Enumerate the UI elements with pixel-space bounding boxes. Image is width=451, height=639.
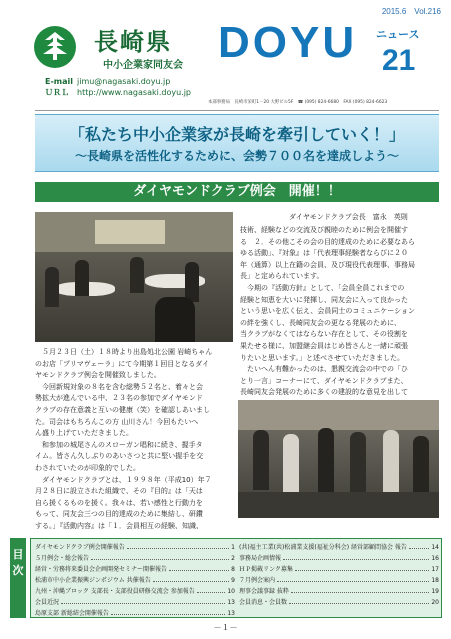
toc-item-title: (共)福主工業(共)松浦業支援(福祉分科会) 経営部顧問協会 報告 — [239, 544, 407, 551]
headline-banner — [35, 114, 439, 172]
toc-item-page: 13 — [227, 610, 235, 617]
news-number: 21 — [382, 44, 416, 77]
article-title: ダイヤモンドクラブ例会 開催！！ — [35, 182, 439, 202]
meeting-photo — [35, 212, 233, 342]
toc-item-title: 会員消息・会員数 — [239, 599, 288, 606]
toc-item-title: ダイヤモンドクラブ例会開催報告 — [35, 544, 125, 551]
toc-item-page: 16 — [431, 555, 439, 562]
toc-item[interactable] — [35, 564, 235, 575]
brand-title: DOYU — [218, 18, 358, 67]
org-name: 長崎県 — [94, 27, 172, 56]
toc-item-page: 20 — [431, 599, 439, 606]
email-link[interactable]: jimu@nagasaki.doyu.jp — [77, 77, 171, 86]
toc-leader-dots — [127, 548, 229, 549]
url-link[interactable]: http://www.nagasaki.doyu.jp — [77, 88, 191, 97]
toc-item[interactable] — [35, 542, 235, 553]
toc-item-title: 島原支部 新総結会開催報告 — [35, 610, 109, 617]
email-label: E-mail — [45, 77, 74, 86]
toc-item[interactable] — [35, 553, 235, 564]
toc-item-page: 10 — [227, 588, 235, 595]
toc-leader-dots — [291, 592, 429, 593]
article-byline: ダイヤモンドクラブ会長 富永 英則 — [289, 213, 408, 221]
toc-item[interactable] — [35, 586, 235, 597]
toc-leader-dots — [289, 603, 429, 604]
toc-item[interactable] — [239, 597, 439, 608]
toc-left-column — [35, 542, 235, 619]
toc-item-title: 松浦市中小企業振興ジンポジウム 共催報告 — [35, 577, 151, 584]
toc-item-page: 14 — [431, 544, 439, 551]
toc-item[interactable] — [239, 564, 439, 575]
toc-leader-dots — [61, 603, 225, 604]
toc-item-page: 17 — [431, 566, 439, 573]
org-subtitle: 中小企業家同友会 — [103, 60, 183, 71]
toc-leader-dots — [277, 581, 429, 582]
banner-subheadline: ～長崎県を活性化するために、会勢７００名を達成しよう～ — [74, 149, 399, 163]
toc-leader-dots — [91, 559, 229, 560]
toc-leader-dots — [197, 592, 226, 593]
page-number: －１－ — [213, 623, 238, 632]
contact-block — [45, 76, 191, 98]
toc-label: 目次 — [10, 538, 26, 618]
toc-item[interactable] — [35, 575, 235, 586]
toc-right-column — [239, 542, 439, 608]
url-row — [45, 87, 191, 98]
toc-item-title: 会員近況 — [35, 599, 60, 606]
article-body-right: 技術、経験などの交流及び親睦のために例会を開催す る ２．その他こその会の目的達成のために必要なあら ゆる活動」、『対象』は「代表理事経験者ならびに２０ 年（通算）以上在籍の会員、及び現役代表理事、事務局 長」と定められています。 今期の『活動方針』として、「会員全員これまでの 経験と知恵を大いに発揮し、同友会に入って良かった という思いを広く伝え、会員同士のコミュニケーション の絆を強くし、長崎同友会の更なる発展のために、 当クラブがなくてはならない存在として、その役割を 果たせる様に、加盟継会員はじめ皆さんと一緒に頑張 りたいと思います。」と述べさせていただきました。 たいへん有難かったのは、懇親交流会の中での「ひ とり一言」コーナーにて、ダイヤモンドクラブまた、 長崎同友会発展のために多くの建設的な意見を出して — [240, 226, 415, 397]
toc-item[interactable] — [35, 608, 235, 619]
office-address: 本部事務局 長崎市栄町1－20 大野ビル5F ☎ (095) 824-6680 FAX (095) 824-6623 — [208, 100, 388, 105]
toc-item-title: 九州・沖縄ブロック 支部長・支部役員研修交流会 参加報告 — [35, 588, 195, 595]
article-body-left: ５月２３日（土）１８時より出島処北公園 岩崎ちゃん のお店「プリマヴェーラ」にて今期第１回目となるダイ ヤモンドクラブ例会を開催致しました。 今回新規対象の８名を含む総勢５２名と、着々と会 勢拡大が進んでいる中、２３名の参加でダイヤモンド クラブの存在意義と互いの健康（笑）を確認しあいまし た。司会はもちろんこの方 山川さん！今回もたいへ ん盛り上げていただきました。 和参加の城尾さんのスローガン唱和に続き、握手タ イム。皆さん久しぶりのあいさつと共に堅い握手を交 わされていたのが印象的でした。 ダイヤモンドクラブとは、１９９８年（平成10）年７ 月２８日に設立された組織で、その『目的』は「天は 自ら援くるものを援く。我々は、若い感性と行動力を もって、同友会三つの目的達成のために集結し、研鑽 する。」『活動内容』は「１．会員相互の経験、知識、 — [35, 348, 213, 530]
toc-item[interactable] — [239, 575, 439, 586]
url-label: ＵＲＬ — [45, 88, 69, 97]
toast-photo — [238, 400, 439, 518]
toc-item-page: 19 — [431, 588, 439, 595]
toc-item-page: 2 — [231, 555, 235, 562]
table-of-contents — [30, 538, 442, 618]
doyukai-logo-icon — [34, 26, 76, 68]
toc-item[interactable] — [239, 586, 439, 597]
news-label: ニュース — [376, 28, 420, 41]
toc-item[interactable] — [239, 553, 439, 564]
toc-leader-dots — [295, 570, 429, 571]
toc-item[interactable] — [239, 542, 439, 553]
toc-item-page: 9 — [231, 577, 235, 584]
toc-item-page: 13 — [227, 599, 235, 606]
toc-item-title: ５月例会・総会報告 — [35, 555, 90, 562]
toc-item-page: 8 — [231, 566, 235, 573]
toc-leader-dots — [169, 570, 229, 571]
toc-item-title: ７月例会案内 — [239, 577, 276, 584]
email-row — [45, 76, 191, 87]
toc-item-title: 理事会議事録 抜粋 — [239, 588, 289, 595]
toc-leader-dots — [409, 548, 429, 549]
toc-item-title: ＨＰ掲載リンク募集 — [239, 566, 293, 573]
issue-label: 2015.6 Vol.216 — [381, 7, 441, 16]
toc-item-page: 1 — [231, 544, 235, 551]
toc-leader-dots — [283, 559, 429, 560]
banner-headline: 「私たち中小企業家が長崎を牽引していく！」 — [68, 125, 405, 144]
toc-item-page: 18 — [431, 577, 439, 584]
toc-leader-dots — [153, 581, 229, 582]
toc-item[interactable] — [35, 597, 235, 608]
toc-item-title: 事務局企画情報 — [239, 555, 282, 562]
toc-leader-dots — [111, 614, 225, 615]
header-divider — [35, 110, 439, 111]
toc-item-title: 経営・労務将来委員会企画開発セミナー開催報告 — [35, 566, 168, 573]
